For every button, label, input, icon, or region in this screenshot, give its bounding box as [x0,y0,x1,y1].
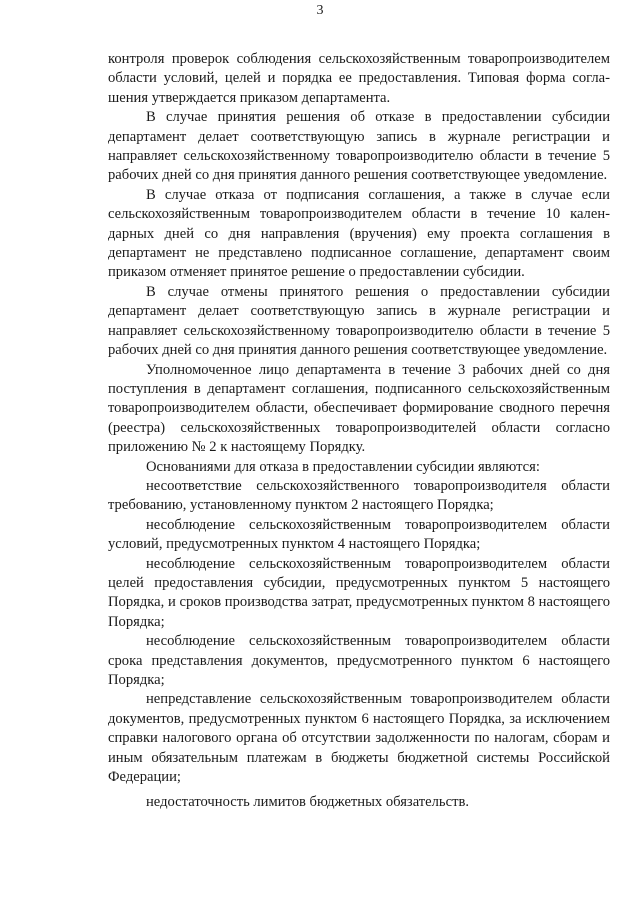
paragraph-continuation: контроля проверок соблюдения сельскохозяйственным товаропроизводителем области условий, целей и порядка ее предоставления. Типовая форма соглашения утверждается приказом департамента. [108,51,610,106]
list-item-budget-limits: недостаточность лимитов бюджетных обязательств. [146,794,469,811]
page-number: 3 [316,3,324,18]
paragraph-refusal-grounds-heading: Основаниями для отказа в предоставлении субсидии являются: [146,458,540,475]
list-item-conditions-violation: несоблюдение сельскохозяйственным товаропроизводителем области условий, предусмотренных пунктом 4 настоящего Порядка; [108,516,610,553]
list-item-nonconformity: несоответствие сельскохозяйственного товаропроизводителя области требованию, установленному пунктом 2 настоящего Порядка; [108,477,610,514]
paragraph-refusal-to-sign: В случае отказа от подписания соглашения, а также в случае если сельскохозяйственным товаропроизводителем области в течение 10 календарных дней со дня направления (вручения) ему проекта соглашения в департамент не представлено подписанное соглашение, департамент своим приказом отменяет принятое решение о предоставлении субсидии. [108,186,610,281]
list-item-deadline-violation: несоблюдение сельскохозяйственным товаропроизводителем области срока представления документов, предусмотренного пунктом 6 настоящего Порядка; [108,633,610,688]
list-item-purposes-violation: несоблюдение сельскохозяйственным товаропроизводителем области целей предоставления субсидии, предусмотренных пунктом 5 настоящего Порядка, и сроков производства затрат, предусмотренных пунктом 8 настоящего Порядка; [108,555,610,630]
paragraph-registry-formation: Уполномоченное лицо департамента в течение 3 рабочих дней со дня поступления в департамент соглашения, подписанного сельскохозяйственным товаропроизводителем области, обеспечивает формирование сводного перечня (реестра) сельскохозяйственных товаропроизводителей области согласно приложению № 2 к настоящему Порядку. [108,361,610,456]
paragraph-refusal-decision: В случае принятия решения об отказе в предоставлении субсидии департамент делает соответствующую запись в журнале регистрации и направляет сельскохозяйственному товаропроизводителю области в течение 5 рабочих дней со дня принятия данного решения соответствующее уведомление. [108,109,610,184]
list-item-documents-missing: непредставление сельскохозяйственным товаропроизводителем области документов, предусмотренных пунктом 6 настоящего Порядка, за исключением справки налогового органа об отсутствии задолженности по налогам, сборам и иным обязательным платежам в бюджеты бюджетной системы Российской Федерации; [108,691,610,786]
document-body [108,50,610,813]
paragraph-decision-cancellation: В случае отмены принятого решения о предоставлении субсидии департамент делает соответствующую запись в журнале регистрации и направляет сельскохозяйственному товаропроизводителю области в течение 5 рабочих дней со дня принятия данного решения соответствующее уведомление. [108,283,610,359]
